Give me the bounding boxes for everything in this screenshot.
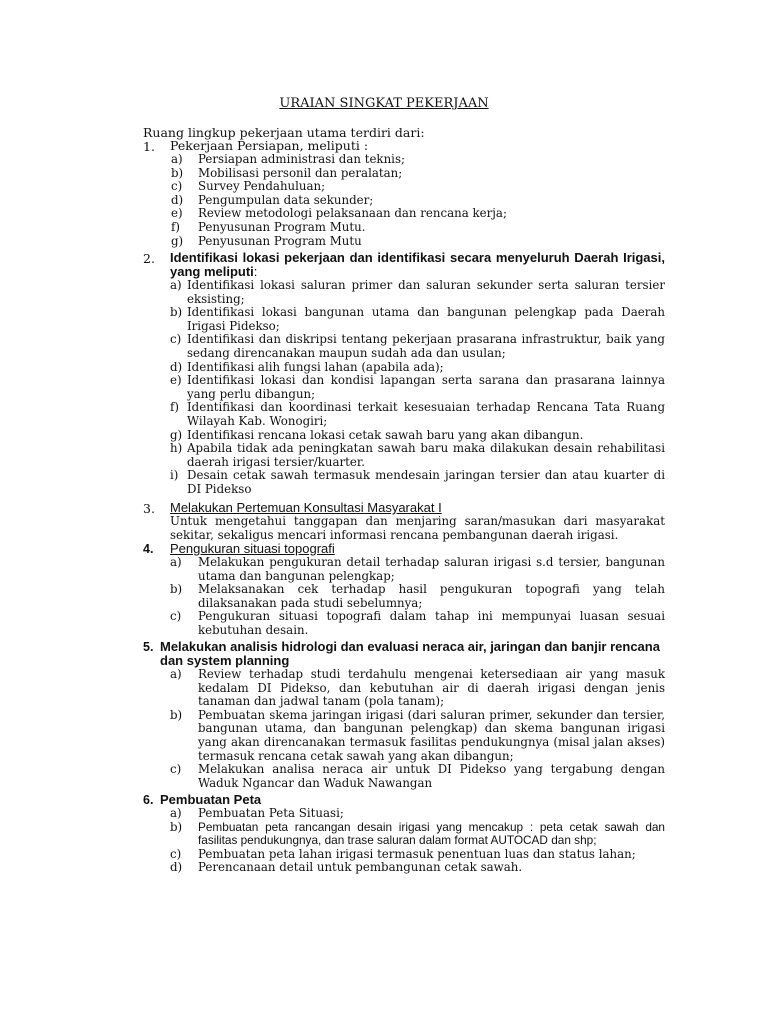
- section-number: 1.: [143, 139, 155, 154]
- list-item: [171, 207, 665, 221]
- item-text: Identifikasi alih fungsi lahan (apabila ada);: [187, 359, 444, 374]
- item-text: Desain cetak sawah termasuk mendesain jaringan tersier dan atau kuarter di DI Pidekso: [187, 468, 665, 496]
- list-item: [170, 763, 665, 790]
- list-item: [170, 442, 665, 469]
- list-item: [170, 821, 665, 848]
- list-item: [170, 279, 665, 306]
- item-text: Survey Pendahuluan;: [198, 179, 326, 194]
- item-label: c): [170, 609, 182, 624]
- item-label: a): [171, 152, 183, 166]
- section-heading-text: Identifikasi lokasi pekerjaan dan identifikasi secara menyeluruh Daerah Irigasi, yang meliputi: [170, 250, 665, 279]
- section-1: [143, 139, 665, 248]
- item-text: Identifikasi dan diskripsi tentang pekerjaan prasarana infrastruktur, baik yang sedang direncanakan maupun sudah ada dan usulan;: [187, 332, 665, 360]
- item-label: d): [170, 359, 183, 374]
- item-label: f): [171, 219, 180, 234]
- item-text: Persiapan administrasi dan teknis;: [198, 152, 405, 166]
- list-item: [170, 469, 665, 496]
- list-item: [170, 374, 665, 401]
- item-label: a): [170, 555, 182, 569]
- list-item: [170, 361, 665, 375]
- item-label: a): [170, 278, 182, 292]
- item-text: Review terhadap studi terdahulu mengenai ketersediaan air yang masuk kedalam DI Pidekso, dan kebutuhan air di daerah irigasi dengan jenis tanaman dan jadwal tanam (pola tanam);: [198, 667, 665, 709]
- item-label: b): [171, 165, 184, 180]
- item-text: Apabila tidak ada peningkatan sawah baru maka dilakukan desain rehabilitasi daerah irigasi tersier/kuarter.: [187, 441, 665, 469]
- list-item: [170, 429, 665, 443]
- list-item: [171, 180, 665, 194]
- item-text: Identifikasi dan koordinasi terkait kesesuaian terhadap Rencana Tata Ruang Wilayah Kab. Wonogiri;: [187, 400, 665, 428]
- item-label: b): [170, 707, 183, 722]
- item-text: Identifikasi lokasi saluran primer dan saluran sekunder serta saluran tersier eksisting;: [187, 278, 665, 306]
- item-label: c): [171, 179, 183, 194]
- list-item: [170, 709, 665, 763]
- section-6: [143, 793, 665, 875]
- item-list: [170, 668, 665, 790]
- section-heading: Pekerjaan Persiapan, meliputi :: [170, 138, 369, 153]
- item-label: c): [170, 332, 182, 347]
- item-label: c): [170, 762, 182, 777]
- item-list: [170, 807, 665, 875]
- item-text: Pembuatan skema jaringan irigasi (dari saluran primer, sekunder dan tersier, bangunan utama, dan bangunan pelengkap) dan skema bangunan irigasi yang akan direncanakan termasuk fasilitas pendukungnya (misal jalan akses) termasuk rencana cetak sawah yang akan dibangun;: [198, 707, 665, 763]
- list-item: [170, 556, 665, 583]
- section-number: 2.: [143, 251, 155, 266]
- item-label: e): [171, 206, 183, 221]
- item-text: Identifikasi rencana lokasi cetak sawah baru yang akan dibangun.: [187, 427, 584, 442]
- section-number: 6.: [143, 793, 154, 807]
- heading-colon: :: [253, 264, 258, 279]
- item-text: Identifikasi lokasi bangunan utama dan bangunan pelengkap pada Daerah Irigasi Pidekso;: [187, 305, 665, 333]
- section-number: 5.: [143, 640, 154, 654]
- list-item: [171, 153, 665, 167]
- section-heading: Pengukuran situasi topografi: [170, 541, 335, 556]
- list-item: [171, 194, 665, 208]
- list-item: [171, 235, 665, 249]
- list-item: [171, 167, 665, 181]
- item-text: Pengumpulan data sekunder;: [198, 192, 374, 207]
- item-list: [171, 153, 665, 248]
- item-label: b): [170, 305, 183, 320]
- item-label: d): [170, 860, 183, 875]
- intro-text: Ruang lingkup pekerjaan utama terdiri dari:: [143, 125, 425, 140]
- item-list: [170, 556, 665, 638]
- item-label: e): [170, 373, 182, 388]
- list-item: [170, 848, 665, 862]
- list-item: [171, 221, 665, 235]
- item-text: Pembuatan Peta Situasi;: [198, 806, 344, 820]
- list-item: [170, 583, 665, 610]
- item-label: h): [170, 441, 183, 456]
- section-heading: [170, 251, 665, 279]
- item-label: a): [170, 667, 182, 681]
- section-2: [143, 251, 665, 497]
- item-label: c): [170, 846, 182, 861]
- section-5: [143, 640, 665, 790]
- item-text: Identifikasi lokasi dan kondisi lapangan serta sarana dan prasarana lainnya yang perlu dibangun;: [187, 373, 665, 401]
- list-item: [170, 610, 665, 637]
- item-list: [170, 279, 665, 497]
- item-text: Penyusunan Program Mutu: [198, 233, 362, 248]
- section-3: [143, 501, 665, 542]
- list-item: [170, 306, 665, 333]
- section-paragraph: Untuk mengetahui tanggapan dan menjaring saran/masukan dari masyarakat sekitar, sekaligus mencari informasi rencana pembangunan daerah irigasi.: [170, 514, 665, 542]
- section-heading: Melakukan Pertemuan Konsultasi Masyarakat I: [170, 500, 442, 515]
- list-item: [170, 401, 665, 428]
- item-text: Melakukan pengukuran detail terhadap saluran irigasi s.d tersier, bangunan utama dan bangunan pelengkap;: [198, 555, 665, 583]
- item-label: d): [171, 192, 184, 207]
- item-label: g): [171, 233, 184, 248]
- item-text: Penyusunan Program Mutu.: [198, 219, 366, 234]
- item-text: Pengukuran situasi topografi dalam tahap ini mempunyai luasan sesuai kebutuhan desain.: [198, 609, 665, 637]
- item-text: Melakukan analisa neraca air untuk DI Pidekso yang tergabung dengan Waduk Ngancar dan Waduk Nawangan: [198, 762, 665, 790]
- section-heading: Melakukan analisis hidrologi dan evaluasi neraca air, jaringan dan banjir rencana dan system planning: [160, 639, 660, 668]
- item-label: g): [170, 427, 183, 442]
- item-text: Pembuatan peta rancangan desain irigasi yang mencakup : peta cetak sawah dan fasilitas pendukungnya, dan trase saluran dalam format AUTOCAD dan shp;: [198, 819, 665, 848]
- item-label: b): [170, 819, 183, 834]
- section-number: 3.: [143, 501, 155, 516]
- section-number: 4.: [143, 542, 154, 556]
- list-item: [170, 668, 665, 709]
- item-text: Review metodologi pelaksanaan dan rencana kerja;: [198, 206, 507, 221]
- item-label: a): [170, 806, 182, 820]
- section-4: [143, 542, 665, 638]
- item-label: i): [170, 468, 179, 483]
- item-label: b): [170, 582, 183, 597]
- list-item: [170, 807, 665, 821]
- item-text: Melaksanakan cek terhadap hasil pengukuran topografi yang telah dilaksanakan pada studi sebelumnya;: [198, 582, 665, 610]
- list-item: [170, 333, 665, 360]
- section-heading: Pembuatan Peta: [160, 792, 262, 807]
- document-title: URAIAN SINGKAT PEKERJAAN: [279, 96, 489, 111]
- item-text: Perencanaan detail untuk pembangunan cetak sawah.: [198, 860, 523, 875]
- item-text: Pembuatan peta lahan irigasi termasuk penentuan luas dan status lahan;: [198, 846, 636, 861]
- item-label: f): [170, 400, 179, 415]
- list-item: [170, 861, 665, 875]
- item-text: Mobilisasi personil dan peralatan;: [198, 165, 403, 180]
